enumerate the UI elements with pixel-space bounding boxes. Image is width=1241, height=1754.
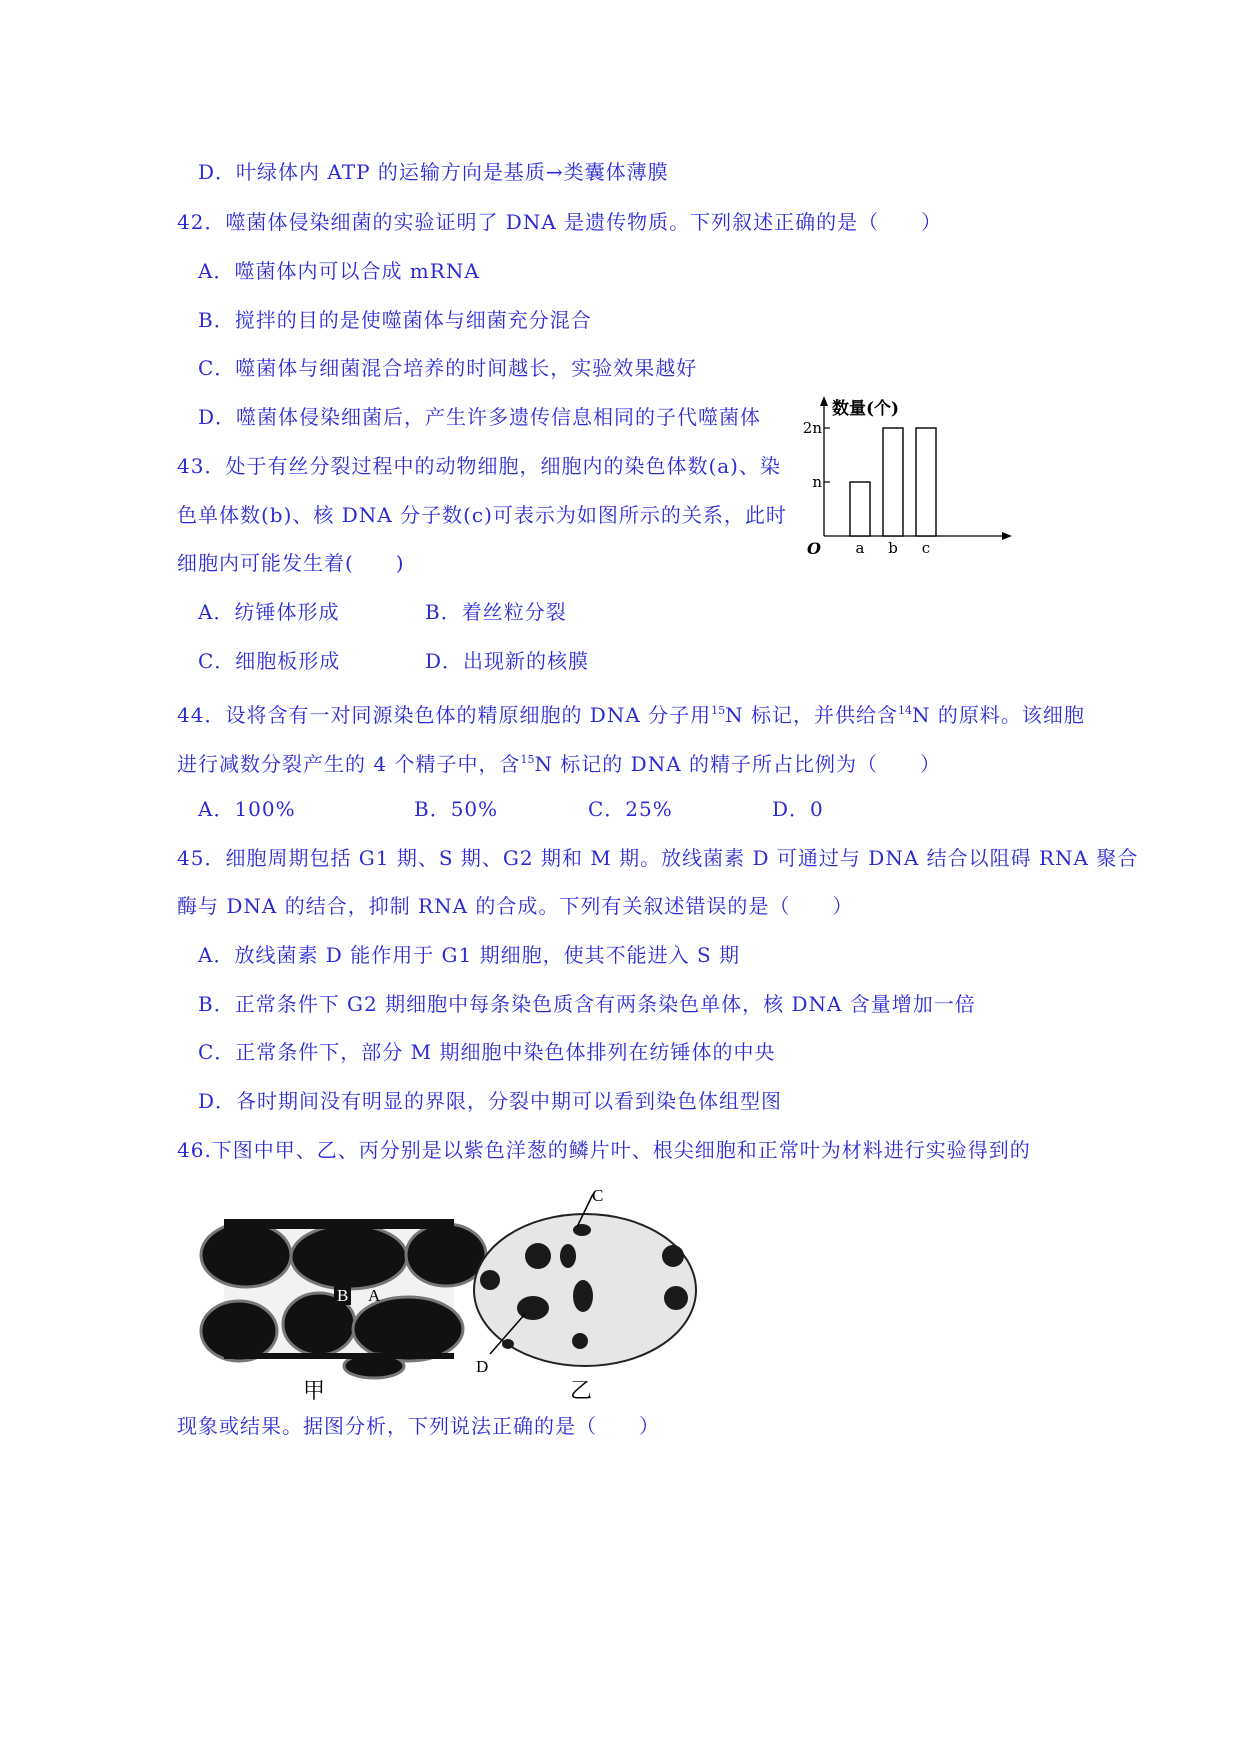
q44-option-b: B．50%	[414, 797, 499, 821]
q43-bar-chart	[802, 396, 1012, 558]
x-tick-label-a: a	[855, 539, 865, 557]
q44-text-4: 进行减数分裂产生的 4 个精子中，含	[177, 752, 521, 776]
q42-option-c: C．噬菌体与细菌混合培养的时间越长，实验效果越好	[198, 356, 698, 380]
q45-option-a: A．放线菌素 D 能作用于 G1 期细胞，使其不能进入 S 期	[198, 943, 741, 967]
figure-yi-caption: 乙	[570, 1379, 593, 1404]
q45-option-d: D．各时期间没有明显的界限，分裂中期可以看到染色体组型图	[198, 1089, 783, 1113]
q44-stem-line1	[177, 698, 1085, 728]
q43-option-d: D．出现新的核膜	[425, 649, 590, 673]
q43-stem-line1: 43．处于有丝分裂过程中的动物细胞，细胞内的染色体数(a)、染	[177, 454, 781, 478]
figure-jia-micrograph	[224, 1219, 454, 1359]
q44-option-c: C．25%	[588, 797, 673, 821]
origin-label: O	[807, 539, 821, 558]
bar-b	[883, 428, 903, 536]
q43-option-a: A．纺锤体形成	[198, 600, 340, 624]
label-d: D	[476, 1357, 489, 1376]
q46-stem-line2: 现象或结果。据图分析，下列说法正确的是（ ）	[177, 1414, 660, 1438]
q42-option-d: D．噬菌体侵染细菌后，产生许多遗传信息相同的子代噬菌体	[198, 405, 762, 429]
q42-option-b: B．搅拌的目的是使噬菌体与细菌充分混合	[198, 308, 592, 332]
isotope-15-sup: 15	[711, 704, 726, 717]
q43-stem-line3: 细胞内可能发生着( )	[177, 551, 405, 575]
q45-stem-line2: 酶与 DNA 的结合，抑制 RNA 的合成。下列有关叙述错误的是（ ）	[177, 894, 854, 918]
q44-option-d: D．0	[772, 797, 824, 821]
bar-a	[850, 482, 870, 536]
q46-stem-line1: 46.下图中甲、乙、丙分别是以紫色洋葱的鳞片叶、根尖细胞和正常叶为材料进行实验得到的	[177, 1138, 1031, 1162]
q43-option-c: C．细胞板形成	[198, 649, 341, 673]
q42-stem: 42．噬菌体侵染细菌的实验证明了 DNA 是遗传物质。下列叙述正确的是（ ）	[177, 210, 943, 234]
q41-option-d: D．叶绿体内 ATP 的运输方向是基质→类囊体薄膜	[198, 160, 669, 184]
q44-option-a: A．100%	[198, 797, 296, 821]
q43-option-b: B．着丝粒分裂	[425, 600, 567, 624]
bar-c	[916, 428, 936, 536]
q44-text-3: N 的原料。该细胞	[912, 703, 1085, 727]
isotope-14-sup: 14	[898, 704, 913, 717]
q42-option-a: A．噬菌体内可以合成 mRNA	[198, 259, 480, 283]
q45-option-b: B．正常条件下 G2 期细胞中每条染色质含有两条染色单体，核 DNA 含量增加一倍	[198, 992, 976, 1016]
q44-stem-line2	[177, 747, 941, 777]
q44-text-5: N 标记的 DNA 的精子所占比例为（ ）	[534, 752, 942, 776]
figure-jia-caption: 甲	[303, 1379, 326, 1404]
y-axis-arrow	[820, 396, 828, 406]
y-axis-label: 数量(个)	[832, 399, 900, 419]
q44-text-2: N 标记，并供给含	[725, 703, 899, 727]
x-tick-label-b: b	[888, 539, 898, 557]
label-a: A	[368, 1286, 381, 1305]
y-tick-label: 2n	[802, 419, 822, 437]
x-axis-arrow	[1002, 532, 1012, 540]
figure-yi-micrograph	[470, 1184, 700, 1384]
label-b: B	[337, 1286, 349, 1305]
y-tick-label: n	[812, 473, 822, 491]
isotope-15-sup-2: 15	[520, 753, 535, 766]
q44-text-1: 44．设将含有一对同源染色体的精原细胞的 DNA 分子用	[177, 703, 712, 727]
q45-stem-line1: 45．细胞周期包括 G1 期、S 期、G2 期和 M 期。放线菌素 D 可通过与 DNA 结合以阻碍 RNA 聚合	[177, 846, 1139, 870]
q45-option-c: C．正常条件下，部分 M 期细胞中染色体排列在纺锤体的中央	[198, 1040, 776, 1064]
label-c: C	[592, 1186, 604, 1205]
q43-stem-line2: 色单体数(b)、核 DNA 分子数(c)可表示为如图所示的关系，此时	[177, 503, 787, 527]
x-tick-label-c: c	[921, 539, 931, 557]
